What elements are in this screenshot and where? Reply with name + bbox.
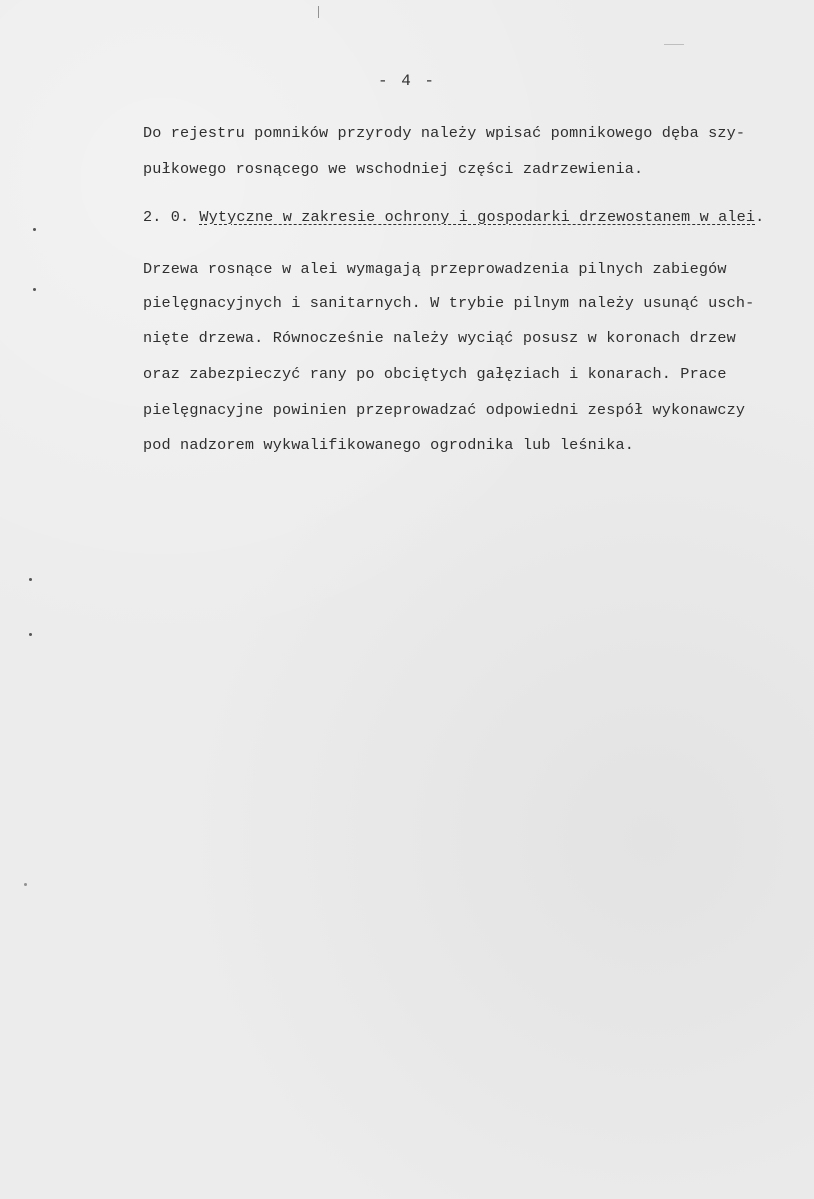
section-heading-period: .: [755, 208, 765, 226]
section-number: 2. 0.: [143, 208, 190, 226]
scan-mark-top-right: [664, 44, 684, 45]
page-number: - 4 -: [377, 72, 436, 90]
margin-dot: [29, 578, 32, 581]
margin-dot: [29, 633, 32, 636]
paragraph-line: Do rejestru pomników przyrody należy wpisać pomnikowego dęba szy-: [143, 124, 746, 142]
paragraph-line: oraz zabezpieczyć rany po obciętych gałęziach i konarach. Prace: [143, 365, 727, 383]
paragraph-line: Drzewa rosnące w alei wymagają przeprowadzenia pilnych zabiegów: [143, 260, 727, 278]
margin-dot: [33, 288, 36, 291]
section-heading-text: Wytyczne w zakresie ochrony i gospodarki drzewostanem w alei: [199, 208, 756, 226]
paragraph-line: pod nadzorem wykwalifikowanego ogrodnika lub leśnika.: [143, 436, 634, 454]
margin-dot: [24, 883, 27, 886]
margin-dot: [33, 228, 36, 231]
section-heading: [143, 207, 764, 227]
paragraph-line: pielęgnacyjne powinien przeprowadzać odpowiedni zespół wykonawczy: [143, 401, 746, 419]
paragraph-line: pułkowego rosnącego we wschodniej części zadrzewienia.: [143, 160, 644, 178]
paragraph-line: nięte drzewa. Równocześnie należy wyciąć posusz w koronach drzew: [143, 329, 736, 347]
paragraph-line: pielęgnacyjnych i sanitarnych. W trybie pilnym należy usunąć usch-: [143, 294, 755, 312]
scan-mark-top: [318, 6, 319, 18]
